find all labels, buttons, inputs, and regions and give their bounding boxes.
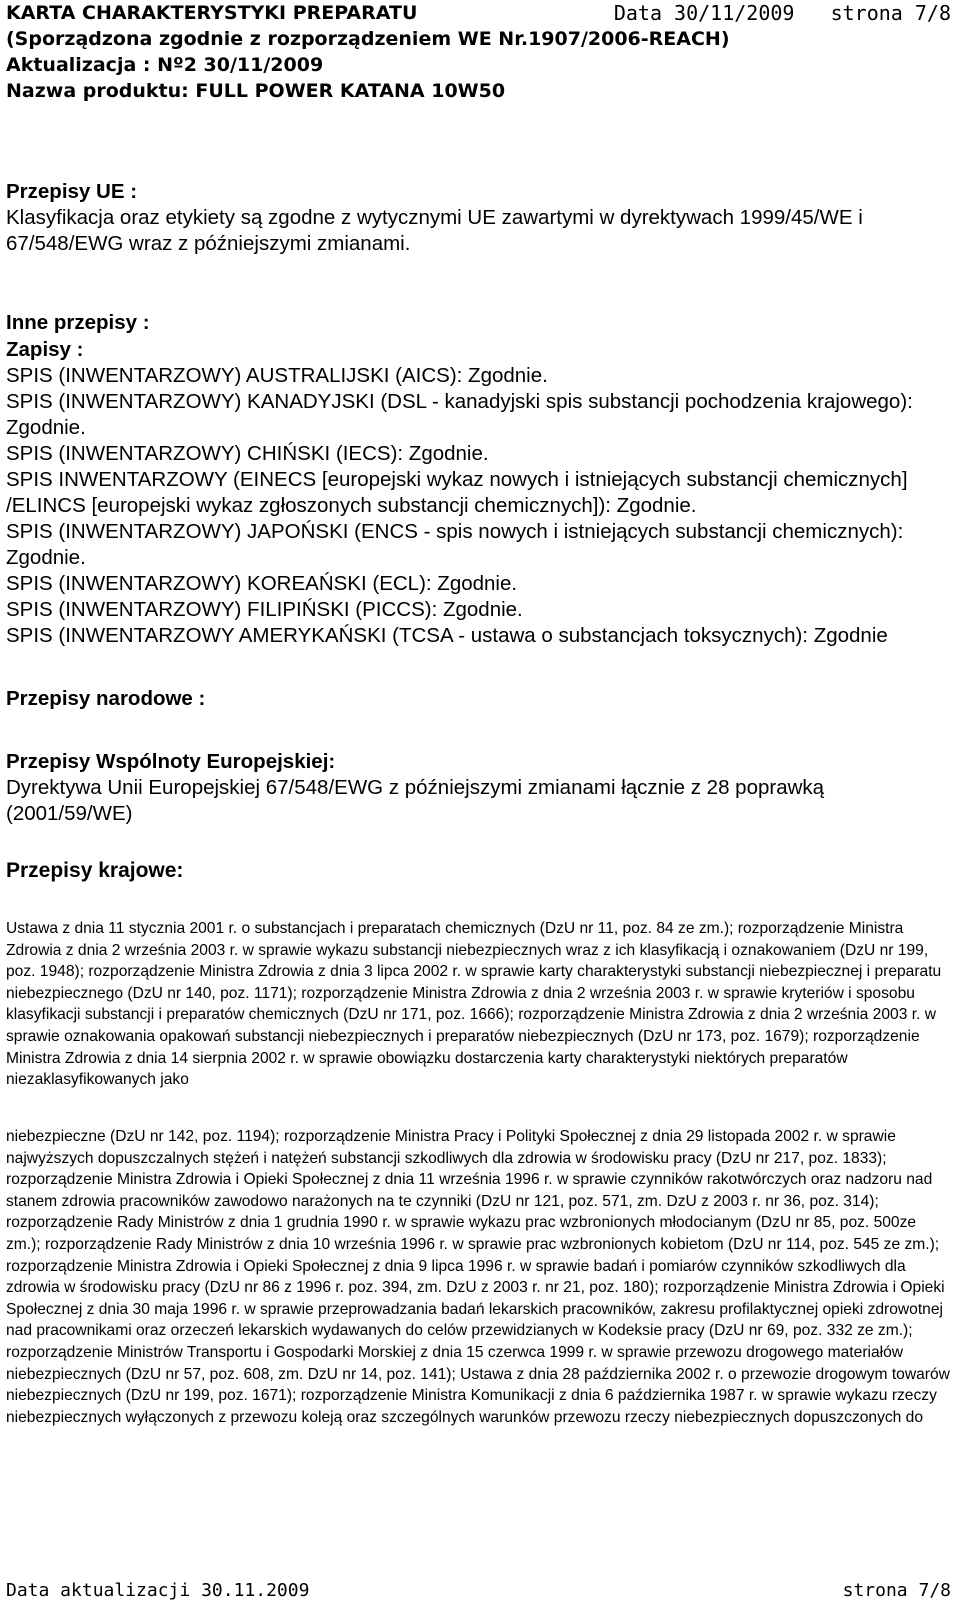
domestic-regulations-heading: Przepisy krajowe: <box>6 859 184 882</box>
inventory-item: SPIS (INWENTARZOWY) JAPOŃSKI (ENCS - spis nowych i istniejących substancji chemicznych): Zgodnie. <box>6 520 904 569</box>
page-footer <box>6 1580 951 1602</box>
header-page: strona 7/8 <box>830 1 951 25</box>
community-regulations-heading: Przepisy Wspólnoty Europejskiej: <box>6 750 336 773</box>
national-regulations-heading: Przepisy narodowe : <box>6 687 206 710</box>
footer-page-number: strona 7/8 <box>842 1580 951 1601</box>
footer-update-date: Data aktualizacji 30.11.2009 <box>6 1580 310 1601</box>
inventory-item: SPIS (INWENTARZOWY) KOREAŃSKI (ECL): Zgodnie. <box>6 572 518 595</box>
inventory-item: SPIS (INWENTARZOWY) FILIPIŃSKI (PICCS): Zgodnie. <box>6 598 523 621</box>
eu-regulations-text: Klasyfikacja oraz etykiety są zgodne z wytycznymi UE zawartymi w dyrektywach 1999/45/WE i 67/548/EWG wraz z późniejszymi zmianami. <box>6 206 863 255</box>
regulations-section <box>6 178 946 884</box>
records-heading: Zapisy : <box>6 338 84 361</box>
eu-regulations-heading: Przepisy UE : <box>6 180 138 203</box>
inventory-item: SPIS (INWENTARZOWY AMERYKAŃSKI (TCSA - ustawa o substancjach toksycznych): Zgodnie <box>6 624 888 647</box>
other-regulations-heading: Inne przepisy : <box>6 311 150 334</box>
header-date-page <box>614 0 951 26</box>
header-date: Data 30/11/2009 <box>613 1 795 25</box>
header-product: Nazwa produktu: FULL POWER KATANA 10W50 <box>6 80 506 102</box>
domestic-regulations-text: Ustawa z dnia 11 stycznia 2001 r. o substancjach i preparatach chemicznych (DzU nr 11, poz. 84 ze zm.); rozporządzenie Ministra Zdrowia z dnia 2 września 2003 r. w sprawie wykazu substancji niebezpiecznych wraz z ich klasyfikacją i oznakowaniem (DzU nr 199, poz. 1948); rozporządzenie Ministra Zdrowia z dnia 3 lipca 2002 r. w sprawie karty charakterystyki substancji niebezpiecznej i preparatu niebezpiecznego (DzU nr 140, poz. 1171); rozporządzenie Ministra Zdrowia z dnia 2 września 2003 r. w sprawie kryteriów i sposobu klasyfikacji substancji i preparatów chemicznych (DzU nr 171, poz. 1666); rozporządzenie Ministra Zdrowia z dnia 2 września 2003 r. w sprawie oznakowania opakowań substancji niebezpiecznych i preparatów niebezpiecznych (DzU nr 173, poz. 1679); rozporządzenie Ministra Zdrowia z dnia 14 sierpnia 2002 r. w sprawie obowiązku dostarczenia karty charakterystyki niektórych preparatów niezaklasyfikowanych jako <box>6 920 942 1089</box>
inventory-item: SPIS INWENTARZOWY (EINECS [europejski wykaz nowych i istniejących substancji chemicznych] /ELINCS [europejski wykaz zgłoszonych substancji chemicznych]): Zgodnie. <box>6 468 908 517</box>
domestic-regulations-continued: niebezpieczne (DzU nr 142, poz. 1194); rozporządzenie Ministra Pracy i Polityki Społecznej z dnia 29 listopada 2002 r. w sprawie najwyższych dopuszczalnych stężeń i natężeń substancji szkodliwych dla zdrowia w środowisku pracy (DzU nr 217, poz. 1833); rozporządzenie Ministra Zdrowia i Opieki Społecznej z dnia 11 września 1996 r. w sprawie czynników rakotwórczych oraz nadzoru nad stanem zdrowia pracowników zawodowo narażonych na te czynniki (DzU nr 121, poz. 571, zm. DzU z 2003 r. nr 36, poz. 314); rozporządzenie Rady Ministrów z dnia 1 grudnia 1990 r. w sprawie wykazu prac wzbronionych młodocianym (DzU nr 85, poz. 500ze zm.); rozporządzenie Rady Ministrów z dnia 10 września 1996 r. w sprawie prac wzbronionych kobietom (DzU nr 114, poz. 545 ze zm.); rozporządzenie Ministra Zdrowia i Opieki Społecznej z dnia 9 lipca 1996 r. w sprawie badań i pomiarów czynników szkodliwych dla zdrowia w środowisku pracy (DzU nr 86 z 1996 r. poz. 394, zm. DzU z 2003 r. nr 21, poz. 180); rozporządzenie Ministra Zdrowia i Opieki Społecznej z dnia 30 maja 1996 r. w sprawie przeprowadzania badań lekarskich pracowników, zakresu profilaktycznej opieki zdrowotnej nad pracownikami oraz orzeczeń lekarskich wydawanych do celów przewidzianych w Kodeksie pracy (DzU nr 69, poz. 332 ze zm.); rozporządzenie Ministrów Transportu i Gospodarki Morskiej z dnia 15 czerwca 1999 r. w sprawie przewozu drogowego materiałów niebezpiecznych (DzU nr 57, poz. 608, zm. DzU nr 14, poz. 141); Ustawa z dnia 28 października 2002 r. o przewozie drogowym towarów niebezpiecznych (DzU nr 199, poz. 1671); rozporządzenie Ministra Komunikacji z dnia 6 października 1987 r. w sprawie wykazu rzeczy niebezpiecznych wyłączonych z przewozu koleją oraz szczególnych warunków przewozu rzeczy niebezpiecznych dopuszczonych do <box>6 1128 950 1426</box>
inventory-item: SPIS (INWENTARZOWY) AUSTRALIJSKI (AICS): Zgodnie. <box>6 364 548 387</box>
header-line-1 <box>6 0 951 26</box>
inventory-item: SPIS (INWENTARZOWY) CHIŃSKI (IECS): Zgodnie. <box>6 442 489 465</box>
document-title: KARTA CHARAKTERYSTYKI PREPARATU <box>6 2 418 24</box>
community-regulations-text: Dyrektywa Unii Europejskiej 67/548/EWG z późniejszymi zmianami łącznie z 28 poprawką (2001/59/WE) <box>6 776 825 825</box>
header-update: Aktualizacja : Nº2 30/11/2009 <box>6 54 324 76</box>
header-subtitle: (Sporządzona zgodnie z rozporządzeniem WE Nr.1907/2006-REACH) <box>6 28 730 50</box>
inventory-item: SPIS (INWENTARZOWY) KANADYJSKI (DSL - kanadyjski spis substancji pochodzenia krajowego): Zgodnie. <box>6 390 913 439</box>
